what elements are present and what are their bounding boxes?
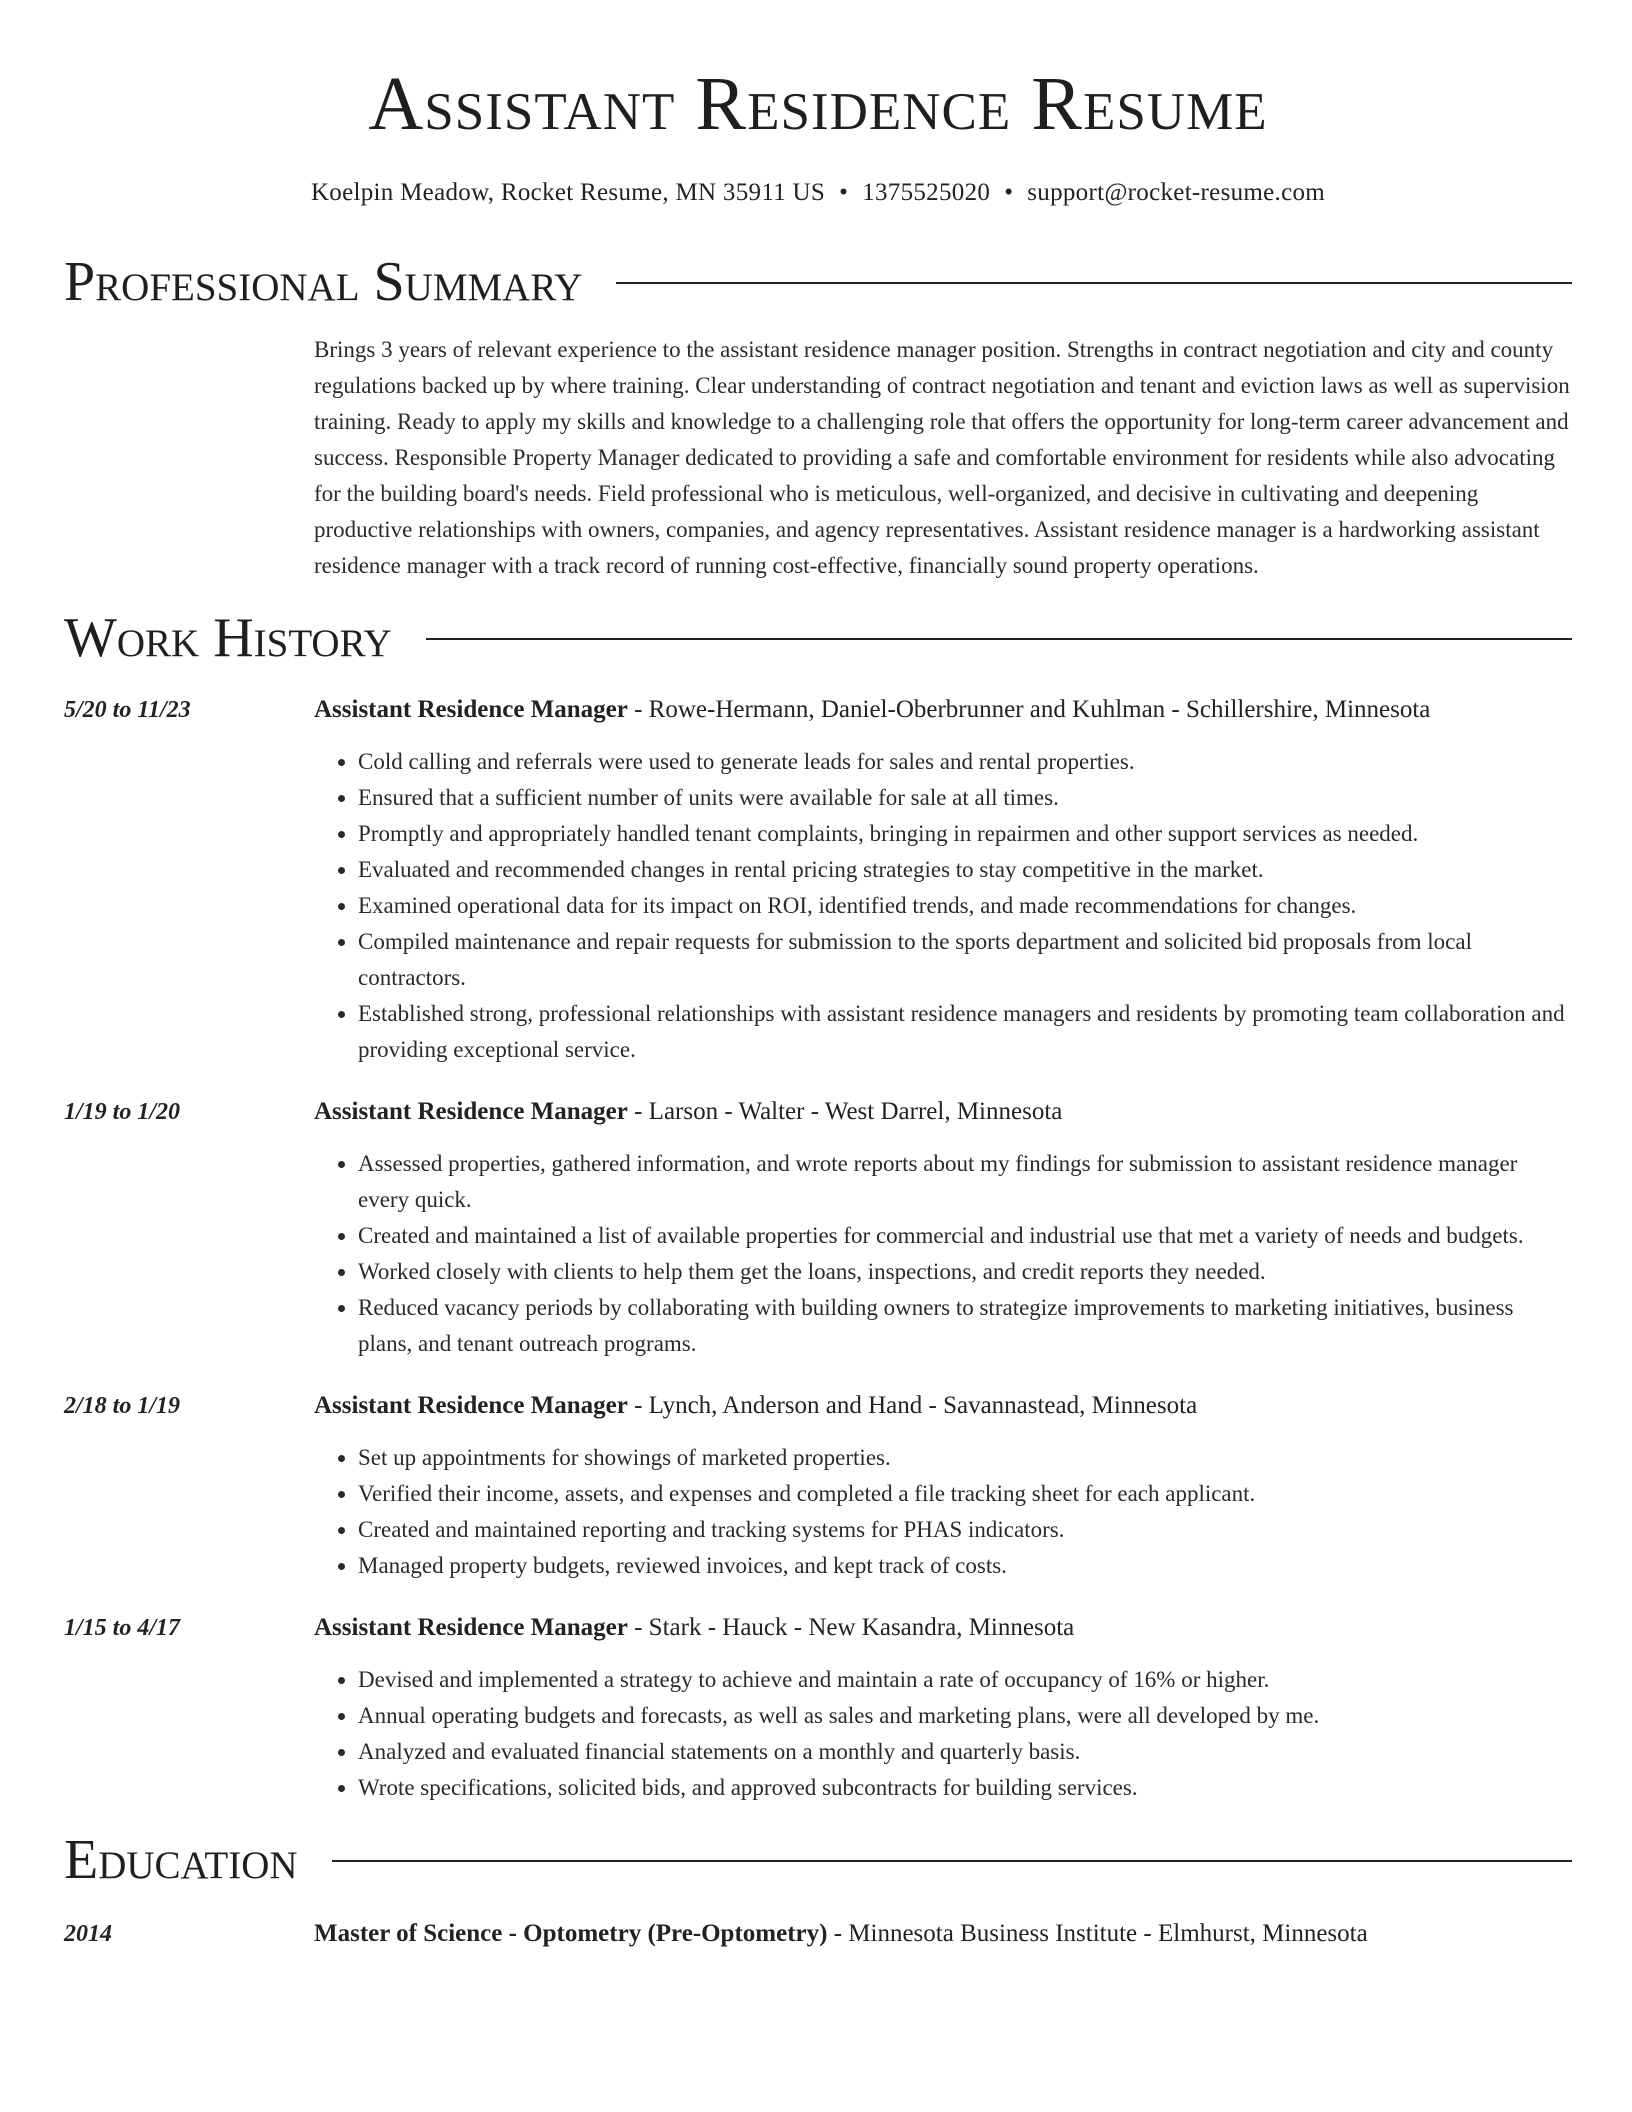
job-bullets [314,1440,1572,1584]
job-date: 1/19 to 1/20 [64,1099,181,1125]
job-title-line [314,1610,1572,1646]
summary-text: Brings 3 years of relevant experience to the assistant residence manager position. Strengths in contract negotiation and city and county regulations backed up by where training. Clear understanding of contract negotiation and tenant and eviction laws as well as supervision training. Ready to apply my skills and knowledge to a challenging role that offers the opportunity for long-term career advancement and success. Responsible Property Manager dedicated to providing a safe and comfortable environment for residents while also advocating for the building board's needs. Field professional who is meticulous, well-organized, and decisive in cultivating and deepening productive relationships with owners, companies, and agency representatives. Assistant residence manager is a hardworking assistant residence manager with a track record of running cost-effective, financially sound property operations. [314,337,1570,578]
education-date: 2014 [64,1921,112,1947]
list-item: • Cold calling and referrals were used to generate leads for sales and rental properties. [358,744,1572,780]
work-heading: Work History [64,607,392,669]
contact-separator: • [1004,179,1014,206]
list-item: • Created and maintained a list of available properties for commercial and industrial use that met a variety of needs and budgets. [358,1218,1572,1254]
job-header [64,1094,1572,1130]
list-item: • Wrote specifications, solicited bids, and approved subcontracts for building services. [358,1770,1572,1806]
list-item: • Annual operating budgets and forecasts, as well as sales and marketing plans, were all developed by me. [358,1698,1572,1734]
list-item: • Examined operational data for its impact on ROI, identified trends, and made recommendations for changes. [358,888,1572,924]
list-item: • Assessed properties, gathered information, and wrote reports about my findings for submission to assistant residence manager every quick. [358,1146,1572,1218]
education-line [314,1916,1572,1952]
list-item: • Worked closely with clients to help them get the loans, inspections, and credit reports they needed. [358,1254,1572,1290]
job-role: Assistant Residence Manager [314,1392,628,1419]
education-detail: - Minnesota Business Institute - Elmhurst, Minnesota [827,1920,1368,1947]
list-item: • Promptly and appropriately handled tenant complaints, bringing in repairmen and other support services as needed. [358,816,1572,852]
summary-section-header [64,250,1572,314]
list-item: • Established strong, professional relationships with assistant residence managers and residents by promoting team collaboration and providing exceptional service. [358,996,1572,1068]
list-item: • Devised and implemented a strategy to achieve and maintain a rate of occupancy of 16% or higher. [358,1662,1572,1698]
job-date: 1/15 to 4/17 [64,1615,181,1641]
job-entry-2 [64,1094,1572,1362]
work-section-header [64,606,1572,670]
list-item: • Analyzed and evaluated financial statements on a monthly and quarterly basis. [358,1734,1572,1770]
job-date: 5/20 to 11/23 [64,697,191,723]
job-header [64,692,1572,728]
education-heading: Education [64,1829,298,1891]
job-bullets [314,1662,1572,1806]
list-item: • Created and maintained reporting and tracking systems for PHAS indicators. [358,1512,1572,1548]
job-detail: - Larson - Walter - West Darrel, Minnesota [627,1098,1063,1125]
summary-heading: Professional Summary [64,251,583,313]
education-degree: Master of Science - Optometry (Pre-Optometry) [314,1920,828,1947]
list-item: • Reduced vacancy periods by collaborating with building owners to strategize improvements to marketing initiatives, business plans, and tenant outreach programs. [358,1290,1572,1362]
list-item: • Evaluated and recommended changes in rental pricing strategies to stay competitive in the market. [358,852,1572,888]
education-section-header [64,1828,1572,1892]
list-item: • Managed property budgets, reviewed invoices, and kept track of costs. [358,1548,1572,1584]
job-bullets [314,744,1572,1068]
job-entry-3 [64,1388,1572,1584]
job-role: Assistant Residence Manager [314,696,628,723]
job-bullets [314,1146,1572,1362]
job-title-line [314,692,1572,728]
education-entry [64,1916,1572,1952]
job-title-line [314,1388,1572,1424]
contact-separator: • [839,179,849,206]
job-detail: - Rowe-Hermann, Daniel-Oberbrunner and Kuhlman - Schillershire, Minnesota [627,696,1431,723]
contact-address: Koelpin Meadow, Rocket Resume, MN 35911 US [310,179,826,206]
list-item: • Compiled maintenance and repair requests for submission to the sports department and solicited bid proposals from local contractors. [358,924,1572,996]
section-divider [426,638,1572,640]
job-title-line [314,1094,1572,1130]
list-item: • Ensured that a sufficient number of units were available for sale at all times. [358,780,1572,816]
section-divider [616,282,1572,284]
contact-line [64,176,1572,210]
contact-phone: 1375525020 [862,179,991,206]
list-item: • Verified their income, assets, and expenses and completed a file tracking sheet for each applicant. [358,1476,1572,1512]
job-detail: - Stark - Hauck - New Kasandra, Minnesota [627,1614,1075,1641]
education-row [64,1916,1572,1952]
section-divider [332,1860,1572,1862]
job-date: 2/18 to 1/19 [64,1393,181,1419]
job-header [64,1610,1572,1646]
resume-title: Assistant Residence Resume [368,62,1268,146]
job-detail: - Lynch, Anderson and Hand - Savannastead, Minnesota [627,1392,1198,1419]
contact-email: support@rocket-resume.com [1027,179,1326,206]
job-role: Assistant Residence Manager [314,1098,628,1125]
job-entry-1 [64,692,1572,1068]
job-header [64,1388,1572,1424]
list-item: • Set up appointments for showings of marketed properties. [358,1440,1572,1476]
job-entry-4 [64,1610,1572,1806]
job-role: Assistant Residence Manager [314,1614,628,1641]
